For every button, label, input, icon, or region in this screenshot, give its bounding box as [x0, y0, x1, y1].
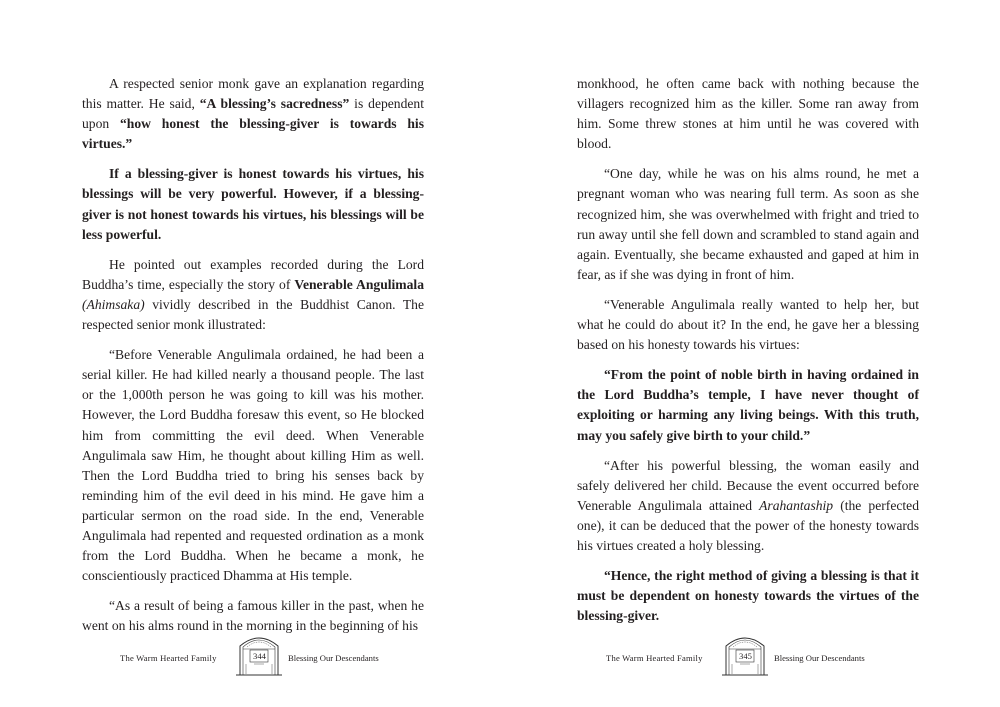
left-page-footer	[120, 632, 420, 676]
paragraph: “Before Venerable Angulimala ordained, he had been a serial killer. He had killed nearly a thousand people. The last or the 1,000th person he was going to kill was his mother. However, the Lord Buddha foresaw this event, so He blocked him from committing the evil deed. When Venerable Angulimala saw Him, he thought about killing Him as well. Then the Lord Buddha tried to bring his senses back by reminding him of the evil deed in his mind. He gave him a particular sermon on the road side. In the end, Venerable Angulimala had repented and requested ordination as a monk from the Lord Buddha. When he became a monk, he conscientiously practiced Dhamma at His temple.	[82, 347, 424, 584]
paragraph: “One day, while he was on his alms round, he met a pregnant woman who was nearing full term. As soon as she recognized him, she was overwhelmed with fright and tried to run away until she fell down and scrambled to stand again and again. Eventually, she became exhausted and gaped at him in fear, as if she was dying in front of him.	[577, 166, 919, 282]
page-number: 345	[739, 651, 752, 661]
book-title: The Warm Hearted Family	[606, 653, 703, 663]
bold-paragraph: “Hence, the right method of giving a blessing is that it must be dependent on honesty towards the virtues of the blessing-giver.	[577, 568, 919, 624]
paragraph: He pointed out examples recorded during the Lord Buddha’s time, especially the story of Venerable Angulimala (Ahimsaka) vividly described in the Buddhist Canon. The respected senior monk illustrated:	[82, 256, 425, 333]
page-number: 344	[253, 651, 266, 661]
bold-paragraph: “From the point of noble birth in having ordained in the Lord Buddha’s temple, I have never thought of exploiting or harming any living beings. With this truth, may you safely give birth to your child.”	[577, 367, 919, 443]
paragraph: “As a result of being a famous killer in the past, when he went on his alms round in the morning in the beginning of his	[82, 598, 424, 634]
paragraph: “Venerable Angulimala really wanted to help her, but what he could do about it? In the end, he gave her a blessing based on his honesty towards his virtues:	[577, 296, 919, 353]
paragraph: “After his powerful blessing, the woman easily and safely delivered her child. Because the event occurred before Venerable Angulimala attained Arahantaship (the perfected one), it can be deduced that the power of the honesty towards his virtues created a holy blessing.	[577, 457, 919, 553]
paragraph: A respected senior monk gave an explanation regarding this matter. He said, “A blessing’s sacredness” is dependent upon “how honest the blessing-giver is towards his virtues.”	[82, 76, 425, 152]
book-title: The Warm Hearted Family	[120, 653, 217, 663]
right-page-footer	[606, 632, 906, 676]
chapter-title: Blessing Our Descendants	[774, 653, 865, 663]
left-page-body	[82, 74, 424, 636]
right-page-body	[577, 74, 919, 626]
chapter-title: Blessing Our Descendants	[288, 653, 379, 663]
bold-paragraph: If a blessing-giver is honest towards his virtues, his blessings will be very powerful. However, if a blessing-giver is not honest towards his virtues, his blessings will be less powerful.	[82, 166, 424, 242]
paragraph: monkhood, he often came back with nothing because the villagers recognized him as the killer. Some ran away from him. Some threw stones at him until he was covered with blood.	[577, 76, 919, 152]
